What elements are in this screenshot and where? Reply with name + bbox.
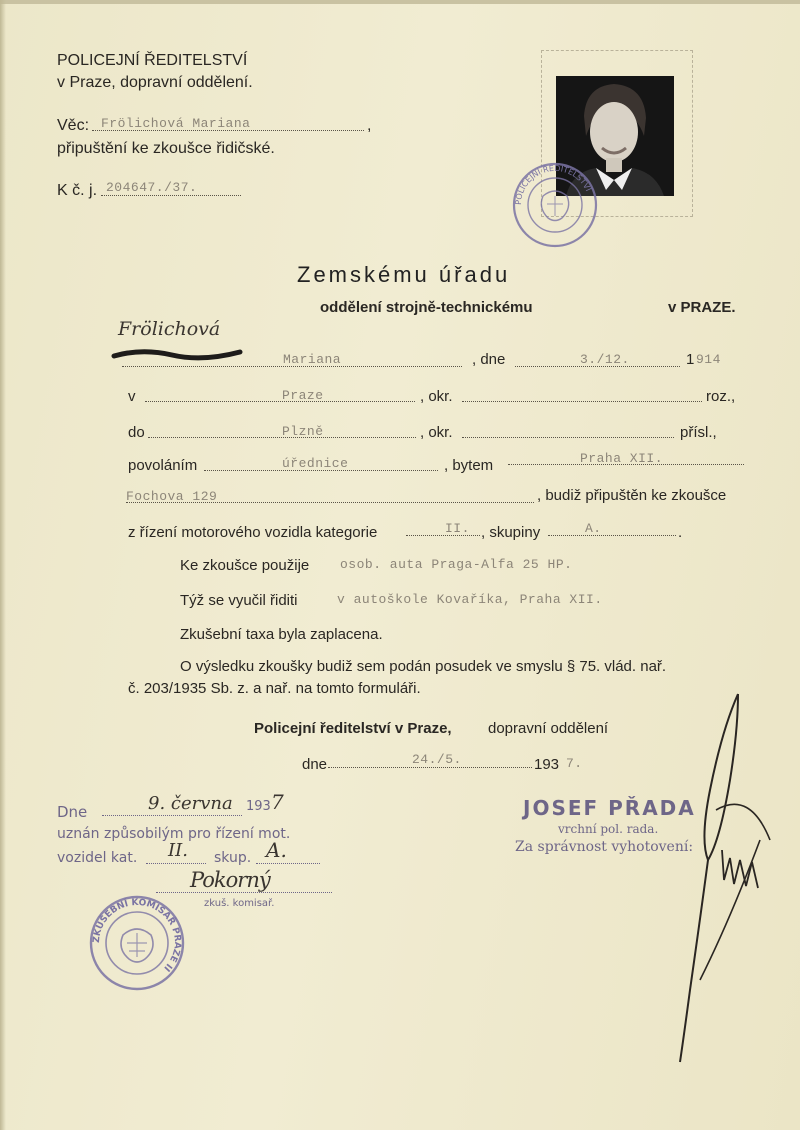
occupation: úřednice [282,456,349,471]
admit-text: , budiž připuštěn ke zkoušce [537,487,727,504]
official-rank: vrchní pol. rada. [558,822,659,836]
exam-date: 9. června [148,793,233,814]
prisl-label: přísl., [680,424,717,441]
issue-date-dotted-line [328,767,532,768]
addressee-title: Zemskému úřadu [297,262,511,287]
vec-comma: , [367,117,372,134]
birth-year-suffix: 914 [696,352,721,367]
exam-date-dotted-line [102,815,242,816]
exam-year-prefix: 193 [246,799,271,814]
header-authority: POLICEJNÍ ŘEDITELSTVÍ [57,52,248,69]
strikethrough-mark [112,344,242,364]
bytem-label: , bytem [444,457,494,474]
reference-number: 204647./37. [106,180,198,195]
street-address: Fochova 129 [126,489,218,504]
authority-department: dopravní oddělení [488,720,609,737]
exam-date-label: Dne [57,803,88,821]
photo-stamp [510,160,600,250]
okr-label: , okr. [420,388,453,405]
vec-label: Věc: [57,117,90,134]
do-label: do [128,424,145,441]
examiner-role: zkuš. komisař. [204,898,275,909]
roz-label: roz., [706,388,736,405]
certification-text: Za správnost vyhotovení: [515,839,694,855]
exam-result-text: uznán způsobilým pro řízení mot. [57,826,291,842]
group-value: A. [585,521,602,536]
residence-city: Praha XII. [580,451,664,466]
issue-year-suffix: 7. [566,756,583,771]
photo-stamp-text: POLICEJNÍ ŘEDITELSTVÍ [513,163,593,206]
exam-category-dotted-line [146,863,206,864]
official-signature [660,690,780,1070]
header-department: v Praze, dopravní oddělení. [57,74,253,91]
page-edge [0,0,800,4]
examiner-signature: Pokorný [190,868,270,892]
addressee-city: v PRAZE. [668,299,736,316]
group-label: , skupiny [481,524,541,541]
dne-label: , dne [472,351,506,368]
group-period: . [678,524,683,541]
authority-name: Policejní ředitelství v Praze, [254,720,452,737]
subject-line: připuštění ke zkoušce řidičské. [57,140,275,157]
category-value: II. [445,521,470,536]
vehicle-value: osob. auta Praga-Alfa 25 HP. [340,557,573,572]
surname-handwritten: Frölichová [118,318,221,340]
exam-group: A. [266,838,287,862]
official-name: JOSEF PŘADA [523,796,696,820]
first-name: Mariana [283,352,342,367]
exam-year-suffix: 7 [271,790,284,814]
addressee-department: oddělení strojně-technickému [320,299,533,316]
exam-category-label: vozidel kat. [57,850,138,866]
commission-stamp [87,893,187,993]
district-dotted-line [462,401,702,402]
page-edge-left [0,0,6,1130]
result-instruction-cont: č. 203/1935 Sb. z. a nař. na tomto formuláři. [128,680,421,697]
issue-date-label: dne [302,756,328,773]
commission-stamp-text: ZKUŠEBNÍ KOMISAŘ PRAZE II [91,897,183,973]
category-text: z řízení motorového vozidla kategorie [128,524,378,541]
exam-category: II. [168,840,188,861]
vehicle-label: Ke zkoušce použije [180,557,310,574]
birth-date: 3./12. [580,352,630,367]
vec-value: Frölichová Mariana [101,116,251,131]
district2-dotted-line [462,437,674,438]
exam-group-label: skup. [214,850,252,866]
okr2-label: , okr. [420,424,453,441]
reference-dotted-line [101,195,241,196]
fee-note: Zkušební taxa byla zaplacena. [180,626,383,643]
issue-year-prefix: 193 [534,756,560,773]
v-label: v [128,388,136,405]
school-label: Týž se vyučil řiditi [180,592,298,609]
group-dotted-line [548,535,676,536]
domicile: Plzně [282,424,324,439]
birth-year-prefix: 1 [686,351,695,368]
birth-place-dotted-line [145,401,415,402]
name-dotted-line [122,366,462,367]
exam-group-dotted-line [256,863,320,864]
vec-dotted-line [92,130,364,131]
reference-label: K č. j. [57,182,98,199]
birth-place: Praze [282,388,324,403]
result-instruction: O výsledku zkoušky budiž sem podán posudek ve smyslu § 75. vlád. nař. [180,658,667,675]
street-dotted-line [126,502,534,503]
occupation-label: povoláním [128,457,198,474]
issue-date: 24./5. [412,752,462,767]
school-value: v autoškole Kovaříka, Praha XII. [337,592,603,607]
